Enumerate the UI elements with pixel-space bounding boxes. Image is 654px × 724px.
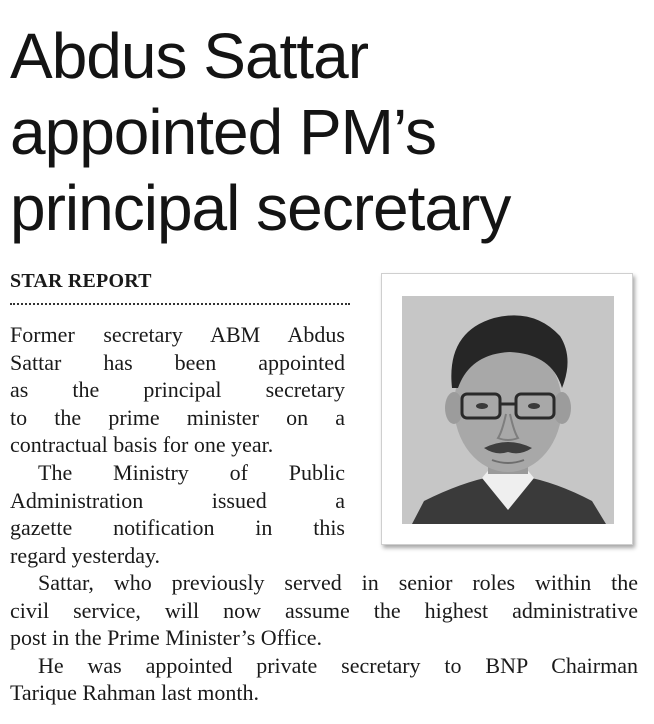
paragraph-1-line-2: Sattar has been appointed [10, 349, 345, 375]
headline-line-3: principal secretary [10, 172, 511, 244]
paragraph-1-line-5: contractual basis for one year. [10, 432, 274, 458]
paragraph-3-line-1: Sattar, who previously served in senior roles within the [38, 570, 638, 595]
paragraph-4 [10, 652, 638, 707]
article-body-narrow-column [10, 321, 345, 569]
byline-divider [10, 303, 350, 305]
byline: STAR REPORT [10, 270, 152, 292]
portrait-photo [402, 296, 614, 524]
photo-frame [381, 273, 633, 545]
article-body-full-column [10, 569, 638, 707]
headline [10, 18, 650, 246]
paragraph-1 [10, 321, 345, 459]
paragraph-2 [10, 459, 345, 569]
headline-line-2: appointed PM’s [10, 96, 436, 168]
paragraph-1-line-3: as the principal secretary [10, 377, 345, 403]
paragraph-3-line-3: post in the Prime Minister’s Office. [10, 625, 323, 651]
headline-line-1: Abdus Sattar [10, 20, 368, 92]
paragraph-3-line-2: civil service, will now assume the highest administrative [10, 597, 638, 623]
paragraph-1-line-1: Former secretary ABM Abdus [10, 322, 345, 347]
paragraph-4-line-1: He was appointed private secretary to BNP Chairman [38, 652, 638, 678]
paragraph-1-line-4: to the prime minister on a [10, 404, 345, 430]
paragraph-2-line-4: regard yesterday. [10, 542, 161, 568]
paragraph-2-line-2: Administration issued a [10, 487, 345, 513]
paragraph-2-line-3: gazette notification in this [10, 515, 345, 541]
portrait-illustration [402, 296, 614, 524]
paragraph-2-line-1: The Ministry of Public [38, 459, 345, 485]
paragraph-3 [10, 569, 638, 652]
paragraph-4-line-2: Tarique Rahman last month. [10, 680, 259, 706]
